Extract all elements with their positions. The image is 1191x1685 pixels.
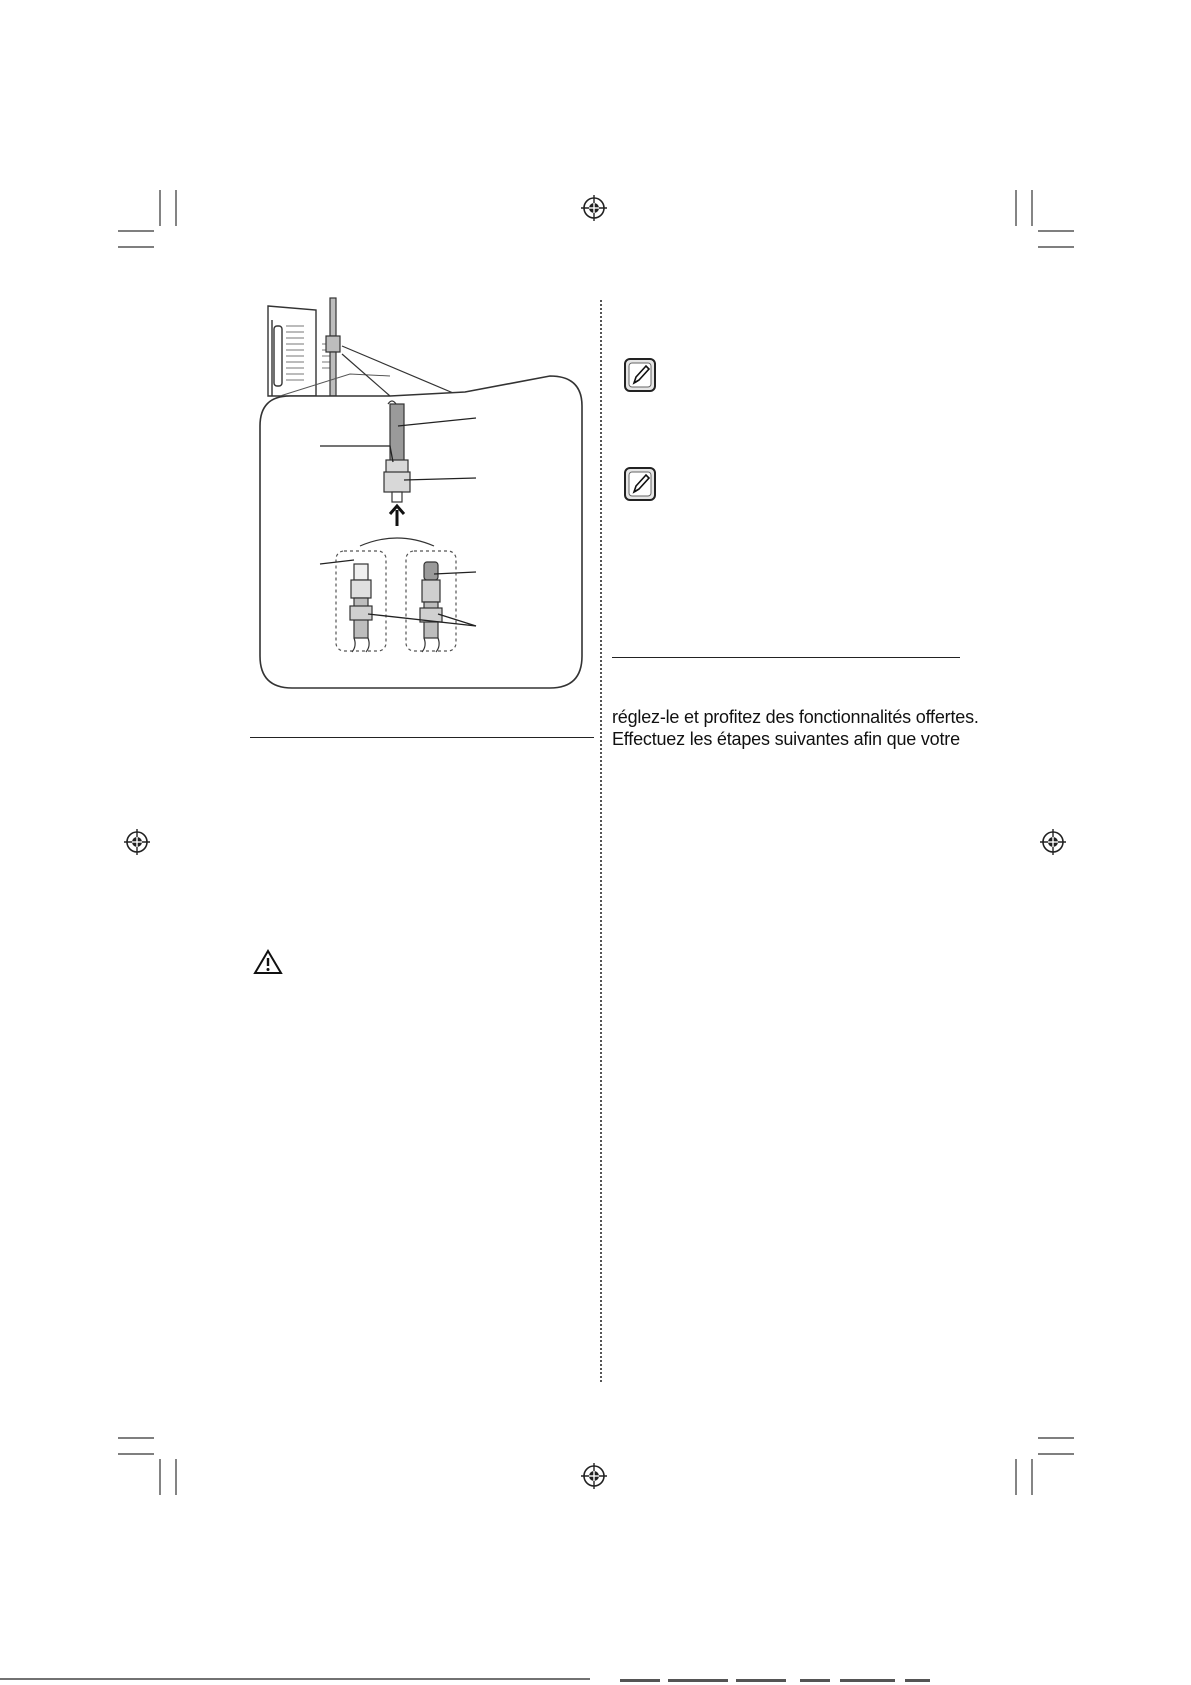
section-rule-right (612, 657, 960, 658)
body-text-line: réglez-le et profitez des fonctionnalités offertes. (612, 707, 979, 727)
section-rule-left (250, 737, 594, 738)
upper-hose (388, 401, 404, 464)
note-pencil-icon (623, 466, 657, 502)
registration-target-icon (1040, 829, 1066, 855)
body-text-line: Effectuez les étapes suivantes afin que votre (612, 729, 960, 749)
fridge-back-panel (268, 306, 316, 396)
column-divider (600, 300, 602, 1382)
magnify-bubble (260, 376, 582, 688)
water-connection-illustration (250, 296, 590, 700)
footer-print-strip (0, 1678, 1191, 1685)
setup-intro-text (612, 706, 979, 750)
note-pencil-icon (623, 357, 657, 393)
warning-triangle-icon (253, 949, 283, 975)
registration-target-icon (124, 829, 150, 855)
registration-target-icon (581, 195, 607, 221)
registration-target-icon (581, 1463, 607, 1489)
